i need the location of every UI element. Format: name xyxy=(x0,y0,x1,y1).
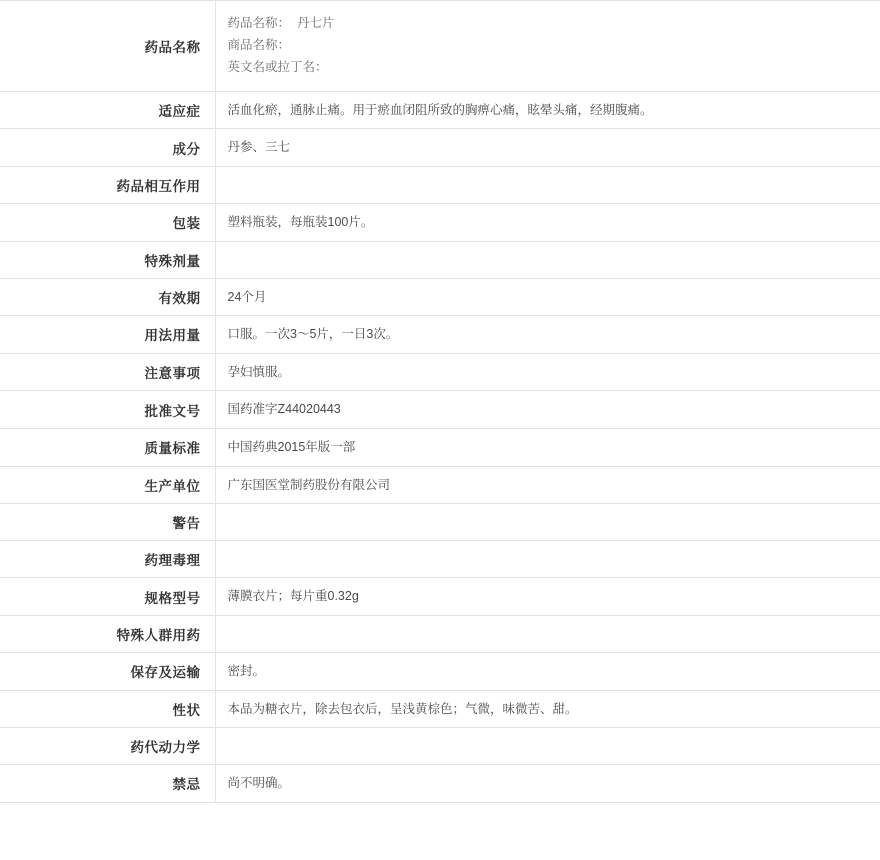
table-row xyxy=(0,278,880,316)
row-value-manufacturer: 广东国医堂制药股份有限公司 xyxy=(215,466,880,504)
table-row xyxy=(0,690,880,728)
trade-name-line: 商品名称： xyxy=(227,37,291,52)
row-label-appearance: 性状 xyxy=(0,690,215,728)
row-label-drug-interactions: 药品相互作用 xyxy=(0,166,215,203)
row-label-pharmacology-toxicology: 药理毒理 xyxy=(0,541,215,578)
table-row xyxy=(0,504,880,541)
drug-info-table-body xyxy=(0,1,880,803)
row-value-appearance: 本品为糖衣片，除去包衣后，呈浅黄棕色；气微，味微苦、甜。 xyxy=(215,690,880,728)
table-row xyxy=(0,1,880,92)
table-row xyxy=(0,615,880,652)
row-label-dosage-administration: 用法用量 xyxy=(0,316,215,354)
row-label-shelf-life: 有效期 xyxy=(0,278,215,316)
row-value-packaging: 塑料瓶装，每瓶装100片。 xyxy=(215,203,880,241)
row-value-special-populations xyxy=(215,615,880,652)
table-row xyxy=(0,129,880,167)
table-row xyxy=(0,466,880,504)
row-value-contraindications: 尚不明确。 xyxy=(215,765,880,803)
table-row xyxy=(0,353,880,391)
table-row xyxy=(0,91,880,129)
row-value-warning xyxy=(215,504,880,541)
row-label-warning: 警告 xyxy=(0,504,215,541)
row-label-contraindications: 禁忌 xyxy=(0,765,215,803)
row-value-dosage-administration: 口服。一次3～5片，一日3次。 xyxy=(215,316,880,354)
row-value-pharmacology-toxicology xyxy=(215,541,880,578)
row-label-pharmacokinetics: 药代动力学 xyxy=(0,728,215,765)
table-row xyxy=(0,166,880,203)
row-label-packaging: 包装 xyxy=(0,203,215,241)
row-label-precautions: 注意事项 xyxy=(0,353,215,391)
row-value-drug-name xyxy=(215,1,880,92)
table-row xyxy=(0,203,880,241)
table-row xyxy=(0,541,880,578)
row-value-quality-standard: 中国药典2015年版一部 xyxy=(215,429,880,467)
table-row xyxy=(0,578,880,616)
table-row xyxy=(0,391,880,429)
row-label-storage-transport: 保存及运输 xyxy=(0,652,215,690)
row-value-ingredients: 丹参、三七 xyxy=(215,129,880,167)
row-value-specification: 薄膜衣片；每片重0.32g xyxy=(215,578,880,616)
row-value-special-dosage xyxy=(215,241,880,278)
row-value-approval-number: 国药准字Z44020443 xyxy=(215,391,880,429)
row-label-quality-standard: 质量标准 xyxy=(0,429,215,467)
drug-name-line: 药品名称： 丹七片 xyxy=(227,16,335,30)
row-value-indications: 活血化瘀，通脉止痛。用于瘀血闭阻所致的胸痹心痛，眩晕头痛，经期腹痛。 xyxy=(215,91,880,129)
row-label-approval-number: 批准文号 xyxy=(0,391,215,429)
table-row xyxy=(0,241,880,278)
row-label-ingredients: 成分 xyxy=(0,129,215,167)
row-value-precautions: 孕妇慎服。 xyxy=(215,353,880,391)
row-label-indications: 适应症 xyxy=(0,91,215,129)
row-label-manufacturer: 生产单位 xyxy=(0,466,215,504)
table-row xyxy=(0,429,880,467)
row-label-drug-name: 药品名称 xyxy=(0,1,215,92)
row-value-drug-interactions xyxy=(215,166,880,203)
drug-name-block xyxy=(228,11,871,81)
row-value-pharmacokinetics xyxy=(215,728,880,765)
table-row xyxy=(0,765,880,803)
table-row xyxy=(0,652,880,690)
row-label-specification: 规格型号 xyxy=(0,578,215,616)
row-value-shelf-life: 24个月 xyxy=(215,278,880,316)
row-value-storage-transport: 密封。 xyxy=(215,652,880,690)
table-row xyxy=(0,316,880,354)
english-name-line: 英文名或拉丁名： xyxy=(227,59,328,74)
table-row xyxy=(0,728,880,765)
row-label-special-dosage: 特殊剂量 xyxy=(0,241,215,278)
row-label-special-populations: 特殊人群用药 xyxy=(0,615,215,652)
